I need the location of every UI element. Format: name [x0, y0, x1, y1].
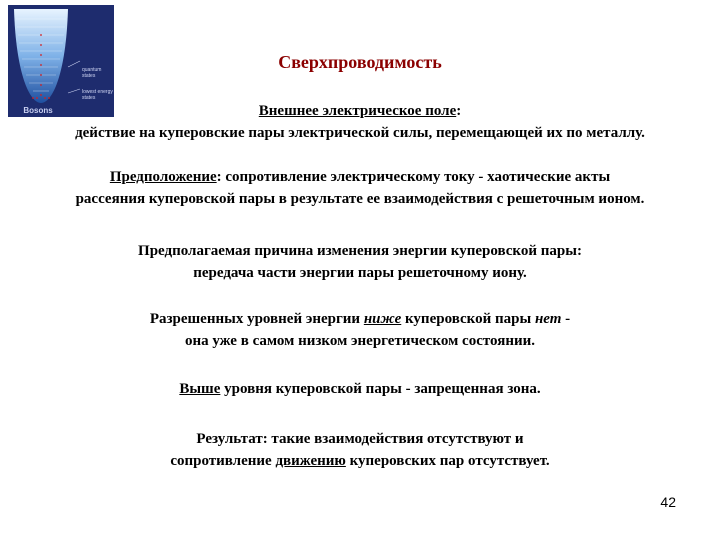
above-word: Выше	[179, 381, 221, 397]
result-part2: куперовских пар отсутствует.	[345, 453, 550, 469]
assumption-paragraph	[0, 166, 720, 210]
cause-line1: Предполагаемая причина изменения энергии куперовской пары:	[138, 243, 582, 259]
levels-part1: Разрешенных уровней энергии	[149, 311, 364, 327]
levels-below: ниже	[363, 311, 402, 327]
above-rest: уровня куперовской пары - запрещенная зона.	[220, 381, 541, 397]
cause-paragraph	[0, 240, 720, 284]
field-heading: Внешнее электрическое поле	[258, 103, 457, 119]
lowest-states-caption: lowest energy states	[82, 89, 113, 101]
result-motion: движению	[275, 453, 346, 469]
result-line1: Результат: такие взаимодействия отсутствуют и	[196, 431, 524, 447]
cause-line2: передача части энергии пары решеточному иону.	[193, 265, 527, 281]
slide-title: Сверхпроводимость	[278, 52, 442, 72]
field-colon: :	[456, 103, 462, 119]
quantum-states-caption: quantum states	[82, 67, 102, 79]
page-number: 42	[660, 494, 676, 510]
levels-line2: она уже в самом низком энергетическом состоянии.	[184, 333, 536, 349]
levels-none: нет	[534, 311, 562, 327]
assumption-line2: рассеяния куперовской пары в результате ее взаимодействия с решеточным ионом.	[75, 191, 645, 207]
electric-field-paragraph	[0, 100, 720, 144]
assumption-heading: Предположение	[109, 169, 217, 185]
result-paragraph	[0, 428, 720, 472]
field-text: действие на куперовские пары электрической силы, перемещающей их по металлу.	[75, 125, 645, 141]
assumption-line1: : сопротивление электрическому току - хаотические акты	[216, 169, 611, 185]
levels-part2: куперовской пары	[401, 311, 535, 327]
levels-paragraph	[0, 308, 720, 352]
result-part1: сопротивление	[170, 453, 276, 469]
above-paragraph	[0, 378, 720, 400]
levels-part3: -	[561, 311, 571, 327]
bosons-label: Bosons	[23, 106, 53, 115]
